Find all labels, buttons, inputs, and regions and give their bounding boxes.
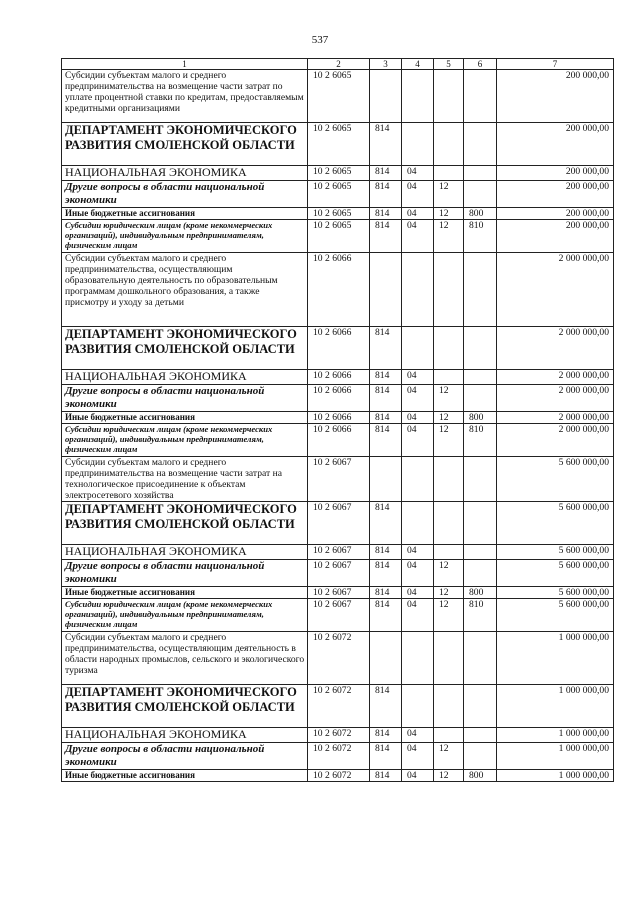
- row-expense-type-cell: [464, 123, 497, 166]
- row-section-cell: [402, 123, 434, 166]
- row-subsection-cell: 12: [434, 770, 464, 782]
- row-subsection-cell: 12: [434, 587, 464, 599]
- row-grbs-cell: 814: [370, 208, 402, 220]
- row-expense-type-cell: [464, 560, 497, 587]
- row-code-cell: 10 2 6072: [308, 743, 370, 770]
- row-code-cell: 10 2 6067: [308, 560, 370, 587]
- row-name-cell: ДЕПАРТАМЕНТ ЭКОНОМИЧЕСКОГО РАЗВИТИЯ СМОЛЕНСКОЙ ОБЛАСТИ: [62, 123, 308, 166]
- row-grbs-cell: 814: [370, 166, 402, 181]
- row-grbs-cell: 814: [370, 587, 402, 599]
- row-code-cell: 10 2 6066: [308, 424, 370, 457]
- header-cell: 2: [308, 59, 370, 70]
- row-expense-type-cell: [464, 70, 497, 123]
- row-code-cell: 10 2 6072: [308, 770, 370, 782]
- row-section-cell: 04: [402, 728, 434, 743]
- row-grbs-cell: 814: [370, 370, 402, 385]
- row-subsection-cell: [434, 457, 464, 502]
- table-row: [62, 545, 614, 560]
- row-name-cell: ДЕПАРТАМЕНТ ЭКОНОМИЧЕСКОГО РАЗВИТИЯ СМОЛЕНСКОЙ ОБЛАСТИ: [62, 502, 308, 545]
- row-expense-type-cell: 800: [464, 412, 497, 424]
- row-section-cell: 04: [402, 599, 434, 632]
- row-expense-type-cell: 800: [464, 587, 497, 599]
- row-expense-type-cell: [464, 502, 497, 545]
- row-grbs-cell: 814: [370, 385, 402, 412]
- table-row: [62, 770, 614, 782]
- row-section-cell: 04: [402, 208, 434, 220]
- row-code-cell: 10 2 6072: [308, 632, 370, 685]
- row-amount-cell: 200 000,00: [497, 70, 614, 123]
- row-name-cell: НАЦИОНАЛЬНАЯ ЭКОНОМИКА: [62, 728, 308, 743]
- table-row: [62, 502, 614, 545]
- row-subsection-cell: [434, 370, 464, 385]
- row-name-cell: Иные бюджетные ассигнования: [62, 770, 308, 782]
- row-code-cell: 10 2 6066: [308, 253, 370, 327]
- row-subsection-cell: 12: [434, 181, 464, 208]
- row-section-cell: 04: [402, 412, 434, 424]
- row-code-cell: 10 2 6065: [308, 220, 370, 253]
- row-section-cell: 04: [402, 424, 434, 457]
- row-expense-type-cell: [464, 385, 497, 412]
- table-row: [62, 385, 614, 412]
- row-expense-type-cell: [464, 253, 497, 327]
- row-name-cell: Субсидии субъектам малого и среднего предпринимательства, осуществляющим образовательную деятельность по образовательным программам дошкольного образования, а также присмотру и уходу за детьми: [62, 253, 308, 327]
- header-cell: 6: [464, 59, 497, 70]
- row-name-cell: ДЕПАРТАМЕНТ ЭКОНОМИЧЕСКОГО РАЗВИТИЯ СМОЛЕНСКОЙ ОБЛАСТИ: [62, 327, 308, 370]
- row-amount-cell: 5 600 000,00: [497, 502, 614, 545]
- row-subsection-cell: [434, 253, 464, 327]
- table-row: [62, 327, 614, 370]
- row-expense-type-cell: [464, 728, 497, 743]
- table-row: [62, 728, 614, 743]
- budget-table: [61, 58, 614, 782]
- row-subsection-cell: [434, 327, 464, 370]
- row-expense-type-cell: [464, 181, 497, 208]
- row-grbs-cell: 814: [370, 424, 402, 457]
- row-amount-cell: 200 000,00: [497, 181, 614, 208]
- table-row: [62, 181, 614, 208]
- row-subsection-cell: 12: [434, 385, 464, 412]
- row-expense-type-cell: [464, 166, 497, 181]
- row-code-cell: 10 2 6067: [308, 587, 370, 599]
- row-name-cell: Субсидии юридическим лицам (кроме некоммерческих организаций), индивидуальным предпринимателям, физическим лицам: [62, 424, 308, 457]
- row-amount-cell: 2 000 000,00: [497, 424, 614, 457]
- table-header-row: [62, 59, 614, 70]
- row-amount-cell: 2 000 000,00: [497, 253, 614, 327]
- row-amount-cell: 5 600 000,00: [497, 599, 614, 632]
- row-name-cell: НАЦИОНАЛЬНАЯ ЭКОНОМИКА: [62, 166, 308, 181]
- row-name-cell: Другие вопросы в области национальной экономики: [62, 560, 308, 587]
- table-row: [62, 587, 614, 599]
- row-name-cell: Субсидии субъектам малого и среднего предпринимательства, осуществляющим деятельность в области народных промыслов, сельского и экологического туризма: [62, 632, 308, 685]
- table-row: [62, 370, 614, 385]
- table-row: [62, 424, 614, 457]
- row-code-cell: 10 2 6066: [308, 385, 370, 412]
- row-amount-cell: 2 000 000,00: [497, 385, 614, 412]
- row-name-cell: Субсидии субъектам малого и среднего предпринимательства на возмещение части затрат по уплате процентной ставки по кредитам, предоставляемым кредитными организациями: [62, 70, 308, 123]
- row-grbs-cell: [370, 632, 402, 685]
- row-grbs-cell: 814: [370, 599, 402, 632]
- row-expense-type-cell: 810: [464, 220, 497, 253]
- row-section-cell: 04: [402, 545, 434, 560]
- row-expense-type-cell: 800: [464, 770, 497, 782]
- row-name-cell: Иные бюджетные ассигнования: [62, 587, 308, 599]
- row-name-cell: Субсидии юридическим лицам (кроме некоммерческих организаций), индивидуальным предпринимателям, физическим лицам: [62, 220, 308, 253]
- row-code-cell: 10 2 6065: [308, 70, 370, 123]
- row-code-cell: 10 2 6067: [308, 599, 370, 632]
- row-subsection-cell: [434, 70, 464, 123]
- row-section-cell: 04: [402, 220, 434, 253]
- row-name-cell: Другие вопросы в области национальной экономики: [62, 743, 308, 770]
- row-amount-cell: 1 000 000,00: [497, 743, 614, 770]
- page-number: 537: [311, 34, 329, 46]
- row-subsection-cell: [434, 685, 464, 728]
- table-row: [62, 412, 614, 424]
- row-code-cell: 10 2 6067: [308, 545, 370, 560]
- row-code-cell: 10 2 6067: [308, 457, 370, 502]
- header-cell: 4: [402, 59, 434, 70]
- header-cell: 1: [62, 59, 308, 70]
- row-expense-type-cell: 810: [464, 599, 497, 632]
- table-row: [62, 220, 614, 253]
- row-expense-type-cell: [464, 685, 497, 728]
- row-grbs-cell: 814: [370, 770, 402, 782]
- row-section-cell: 04: [402, 166, 434, 181]
- row-subsection-cell: [434, 545, 464, 560]
- row-section-cell: 04: [402, 770, 434, 782]
- row-amount-cell: 5 600 000,00: [497, 545, 614, 560]
- table-row: [62, 166, 614, 181]
- row-section-cell: [402, 70, 434, 123]
- row-code-cell: 10 2 6066: [308, 370, 370, 385]
- row-subsection-cell: 12: [434, 424, 464, 457]
- row-code-cell: 10 2 6065: [308, 123, 370, 166]
- row-amount-cell: 5 600 000,00: [497, 587, 614, 599]
- row-grbs-cell: [370, 457, 402, 502]
- row-code-cell: 10 2 6065: [308, 166, 370, 181]
- row-amount-cell: 5 600 000,00: [497, 457, 614, 502]
- row-name-cell: Другие вопросы в области национальной экономики: [62, 385, 308, 412]
- row-code-cell: 10 2 6065: [308, 208, 370, 220]
- row-section-cell: [402, 502, 434, 545]
- row-name-cell: Иные бюджетные ассигнования: [62, 208, 308, 220]
- table-row: [62, 253, 614, 327]
- row-expense-type-cell: [464, 457, 497, 502]
- table-row: [62, 208, 614, 220]
- row-grbs-cell: 814: [370, 123, 402, 166]
- row-code-cell: 10 2 6072: [308, 685, 370, 728]
- row-amount-cell: 2 000 000,00: [497, 370, 614, 385]
- table-row: [62, 599, 614, 632]
- row-section-cell: 04: [402, 370, 434, 385]
- row-amount-cell: 1 000 000,00: [497, 770, 614, 782]
- row-section-cell: 04: [402, 181, 434, 208]
- table-row: [62, 70, 614, 123]
- row-code-cell: 10 2 6072: [308, 728, 370, 743]
- row-code-cell: 10 2 6067: [308, 502, 370, 545]
- row-section-cell: 04: [402, 560, 434, 587]
- row-subsection-cell: 12: [434, 743, 464, 770]
- row-name-cell: Субсидии юридическим лицам (кроме некоммерческих организаций), индивидуальным предпринимателям, физическим лицам: [62, 599, 308, 632]
- row-grbs-cell: 814: [370, 181, 402, 208]
- row-subsection-cell: [434, 166, 464, 181]
- header-cell: 5: [434, 59, 464, 70]
- row-name-cell: НАЦИОНАЛЬНАЯ ЭКОНОМИКА: [62, 545, 308, 560]
- row-grbs-cell: [370, 70, 402, 123]
- row-subsection-cell: [434, 123, 464, 166]
- table-row: [62, 632, 614, 685]
- row-amount-cell: 1 000 000,00: [497, 632, 614, 685]
- row-amount-cell: 1 000 000,00: [497, 728, 614, 743]
- row-subsection-cell: 12: [434, 220, 464, 253]
- row-subsection-cell: 12: [434, 208, 464, 220]
- row-section-cell: [402, 253, 434, 327]
- table-row: [62, 743, 614, 770]
- row-section-cell: [402, 327, 434, 370]
- row-amount-cell: 2 000 000,00: [497, 412, 614, 424]
- row-section-cell: [402, 457, 434, 502]
- row-grbs-cell: 814: [370, 560, 402, 587]
- row-grbs-cell: 814: [370, 502, 402, 545]
- row-code-cell: 10 2 6065: [308, 181, 370, 208]
- row-subsection-cell: [434, 502, 464, 545]
- row-section-cell: [402, 685, 434, 728]
- row-expense-type-cell: [464, 327, 497, 370]
- row-amount-cell: 5 600 000,00: [497, 560, 614, 587]
- row-code-cell: 10 2 6066: [308, 327, 370, 370]
- table-row: [62, 123, 614, 166]
- row-grbs-cell: 814: [370, 728, 402, 743]
- row-subsection-cell: 12: [434, 560, 464, 587]
- row-subsection-cell: 12: [434, 412, 464, 424]
- table-row: [62, 685, 614, 728]
- row-section-cell: 04: [402, 743, 434, 770]
- budget-table-body: [62, 59, 614, 782]
- row-amount-cell: 1 000 000,00: [497, 685, 614, 728]
- row-grbs-cell: 814: [370, 327, 402, 370]
- row-name-cell: ДЕПАРТАМЕНТ ЭКОНОМИЧЕСКОГО РАЗВИТИЯ СМОЛЕНСКОЙ ОБЛАСТИ: [62, 685, 308, 728]
- row-subsection-cell: [434, 632, 464, 685]
- row-section-cell: 04: [402, 385, 434, 412]
- row-grbs-cell: 814: [370, 412, 402, 424]
- row-expense-type-cell: 810: [464, 424, 497, 457]
- header-cell: 3: [370, 59, 402, 70]
- row-name-cell: Другие вопросы в области национальной экономики: [62, 181, 308, 208]
- row-name-cell: НАЦИОНАЛЬНАЯ ЭКОНОМИКА: [62, 370, 308, 385]
- row-expense-type-cell: [464, 370, 497, 385]
- table-row: [62, 560, 614, 587]
- row-expense-type-cell: [464, 743, 497, 770]
- row-amount-cell: 200 000,00: [497, 166, 614, 181]
- row-name-cell: Иные бюджетные ассигнования: [62, 412, 308, 424]
- row-subsection-cell: [434, 728, 464, 743]
- row-name-cell: Субсидии субъектам малого и среднего предпринимательства на возмещение части затрат на технологическое присоединение к объектам электросетевого хозяйства: [62, 457, 308, 502]
- row-grbs-cell: 814: [370, 220, 402, 253]
- row-grbs-cell: [370, 253, 402, 327]
- row-code-cell: 10 2 6066: [308, 412, 370, 424]
- row-section-cell: 04: [402, 587, 434, 599]
- table-row: [62, 457, 614, 502]
- row-amount-cell: 2 000 000,00: [497, 327, 614, 370]
- row-grbs-cell: 814: [370, 545, 402, 560]
- row-grbs-cell: 814: [370, 685, 402, 728]
- row-amount-cell: 200 000,00: [497, 123, 614, 166]
- row-grbs-cell: 814: [370, 743, 402, 770]
- row-expense-type-cell: 800: [464, 208, 497, 220]
- header-cell: 7: [497, 59, 614, 70]
- row-expense-type-cell: [464, 632, 497, 685]
- row-section-cell: [402, 632, 434, 685]
- row-amount-cell: 200 000,00: [497, 208, 614, 220]
- row-expense-type-cell: [464, 545, 497, 560]
- row-amount-cell: 200 000,00: [497, 220, 614, 253]
- row-subsection-cell: 12: [434, 599, 464, 632]
